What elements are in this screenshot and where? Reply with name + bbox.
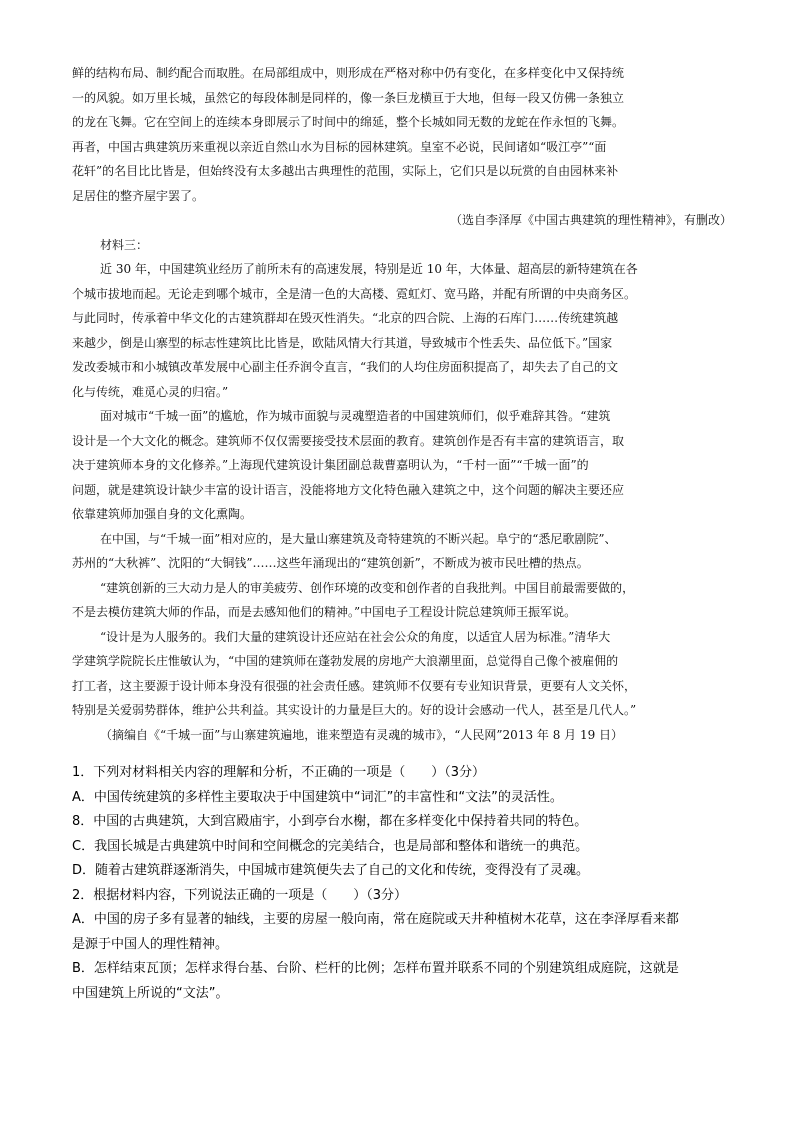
question-stem: 1．下列对材料相关内容的理解和分析，不正确的一项是（ ）（3分） (72, 765, 486, 780)
text-line: 足居住的整齐屋宇罢了。 (72, 188, 205, 203)
text-line: 特别是关爱弱势群体，维护公共利益。其实设计的力量是巨大的。好的设计会感动一代人，甚至是几代人。” (72, 703, 637, 717)
text-line: 决于建筑师本身的文化修养。”上海现代建筑设计集团副总裁曹嘉明认为，“千村一面”“千城一面”的 (72, 458, 589, 472)
option-a: A．中国的房子多有显著的轴线，主要的房屋一般向南，常在庭院或天井种植树木花草，这在李泽厚看来都 (72, 912, 679, 927)
material-three-label: 材料三： (100, 237, 149, 252)
text-line: “建筑创新的三大动力是人的审美疲劳、创作环境的改变和创作者的自我批判。中国目前最需要做的， (100, 580, 635, 595)
text-line: 的龙在飞舞。它在空间上的连续本身即展示了时间中的绵延，整个长城如同无数的龙蛇在作永恒的飞舞。 (72, 115, 625, 129)
material-three-body (72, 257, 732, 747)
text-line: 个城市拔地而起。无论走到哪个城市，全是清一色的大高楼、霓虹灯、宽马路，并配有所谓的中央商务区。 (72, 286, 637, 301)
text-line: 不是去模仿建筑大师的作品，而是去感知他们的精神。”中国电子工程设计院总建筑师王振军说。 (72, 605, 577, 619)
text-line: 在中国，与“千城一面”相对应的，是大量山寨建筑及奇特建筑的不断兴起。阜宁的“悉尼歌剧院”、 (100, 531, 617, 546)
questions-section (72, 761, 732, 1006)
text-line: 设计是一个大文化的概念。建筑师不仅仅需要接受技术层面的教育。建筑创作是否有丰富的建筑语言，取 (72, 433, 625, 448)
question-stem: 2．根据材料内容，下列说法正确的一项是（ ）（3分） (72, 887, 408, 903)
passage-one-tail (72, 61, 732, 257)
option-b-continued: 中国建筑上所说的“文法”。 (72, 985, 229, 1001)
text-line: 近 30 年，中国建筑业经历了前所未有的高速发展，特别是近 10 年，大体量、超高层的新特建筑在各 (100, 262, 638, 276)
option-b: 8．中国的古典建筑，大到宫殿庙宇，小到亭台水榭，都在多样变化中保持着共同的特色。 (72, 814, 588, 829)
text-line: 与此同时，传承着中华文化的古建筑群却在毁灭性消失。“北京的四合院、上海的石库门……传统建筑越 (72, 311, 619, 325)
text-line: 苏州的“大秋裤”、沈阳的“大铜钱”……这些年涌现出的“建筑创新”，不断成为被市民吐槽的热点。 (72, 556, 589, 570)
text-line: 化与传统，难觅心灵的归宿。” (72, 384, 229, 399)
text-line: 打工者，这主要源于设计师本身没有很强的社会责任感。建筑师不仅要有专业知识背景，更要有人文关怀， (72, 678, 637, 693)
option-d: D．随着古建筑群逐渐消失，中国城市建筑便失去了自己的文化和传统，变得没有了灵魂。 (72, 863, 590, 878)
text-line: 再者，中国古典建筑历来重视以亲近自然山水为目标的园林建筑。皇室不必说，民间诸如“吸江亭”“面 (72, 139, 607, 154)
source-citation: （选自李泽厚《中国古典建筑的理性精神》，有删改） (449, 213, 732, 227)
text-line: 问题，就是建筑设计缺少丰富的设计语言，没能将地方文化特色融入建筑之中，这个问题的解决主要还应 (72, 482, 625, 497)
text-line: 来越少，倒是山寨型的标志性建筑比比皆是，欧陆风情大行其道，导致城市个性丢失、品位低下。”国家 (72, 335, 613, 350)
text-line: 学建筑学院院长庄惟敏认为，“中国的建筑师在蓬勃发展的房地产大浪潮里面，总觉得自己像个被雇佣的 (72, 654, 619, 668)
text-line: 依靠建筑师加强自身的文化熏陶。 (72, 507, 253, 521)
text-line: 面对城市“千城一面”的尴尬，作为城市面貌与灵魂塑造者的中国建筑师们，似乎难辞其咎。“建筑 (100, 409, 611, 423)
source-citation: （摘编自《“千城一面”与山寨建筑遍地，谁来塑造有灵魂的城市》，“人民网”2013 年 8 月 19 日） (100, 727, 624, 742)
option-c: C．我国长城是古典建筑中时间和空间概念的完美结合，也是局部和整体和谐统一的典范。 (72, 838, 589, 854)
text-line: 花轩”的名目比比皆是，但始终没有太多越出古典理性的范围，实际上，它们只是以玩赏的自由园林来补 (72, 164, 619, 178)
option-a-continued: 是源于中国人的理性精神。 (72, 936, 229, 952)
text-line: 发改委城市和小城镇改革发展中心副主任乔润令直言，“我们的人均住房面积提高了，却失去了自己的文 (72, 360, 619, 374)
text-line: “设计是为人服务的。我们大量的建筑设计还应站在社会公众的角度，以适宜人居为标准。”清华大 (100, 629, 611, 644)
text-line: 一的风貌。如万里长城，虽然它的每段体制是同样的，像一条巨龙横亘于大地，但每一段又仿佛一条独立 (72, 90, 625, 105)
text-line: 鲜的结构布局、制约配合而取胜。在局部组成中，则形成在严格对称中仍有变化，在多样变化中又保持统 (72, 66, 625, 80)
option-b: B．怎样结束瓦顶；怎样求得台基、台阶、栏杆的比例；怎样布置并联系不同的个别建筑组成庭院，这就是 (72, 961, 679, 976)
option-a: A．中国传统建筑的多样性主要取决于中国建筑中“词汇”的丰富性和“文法”的灵活性。 (72, 789, 563, 805)
